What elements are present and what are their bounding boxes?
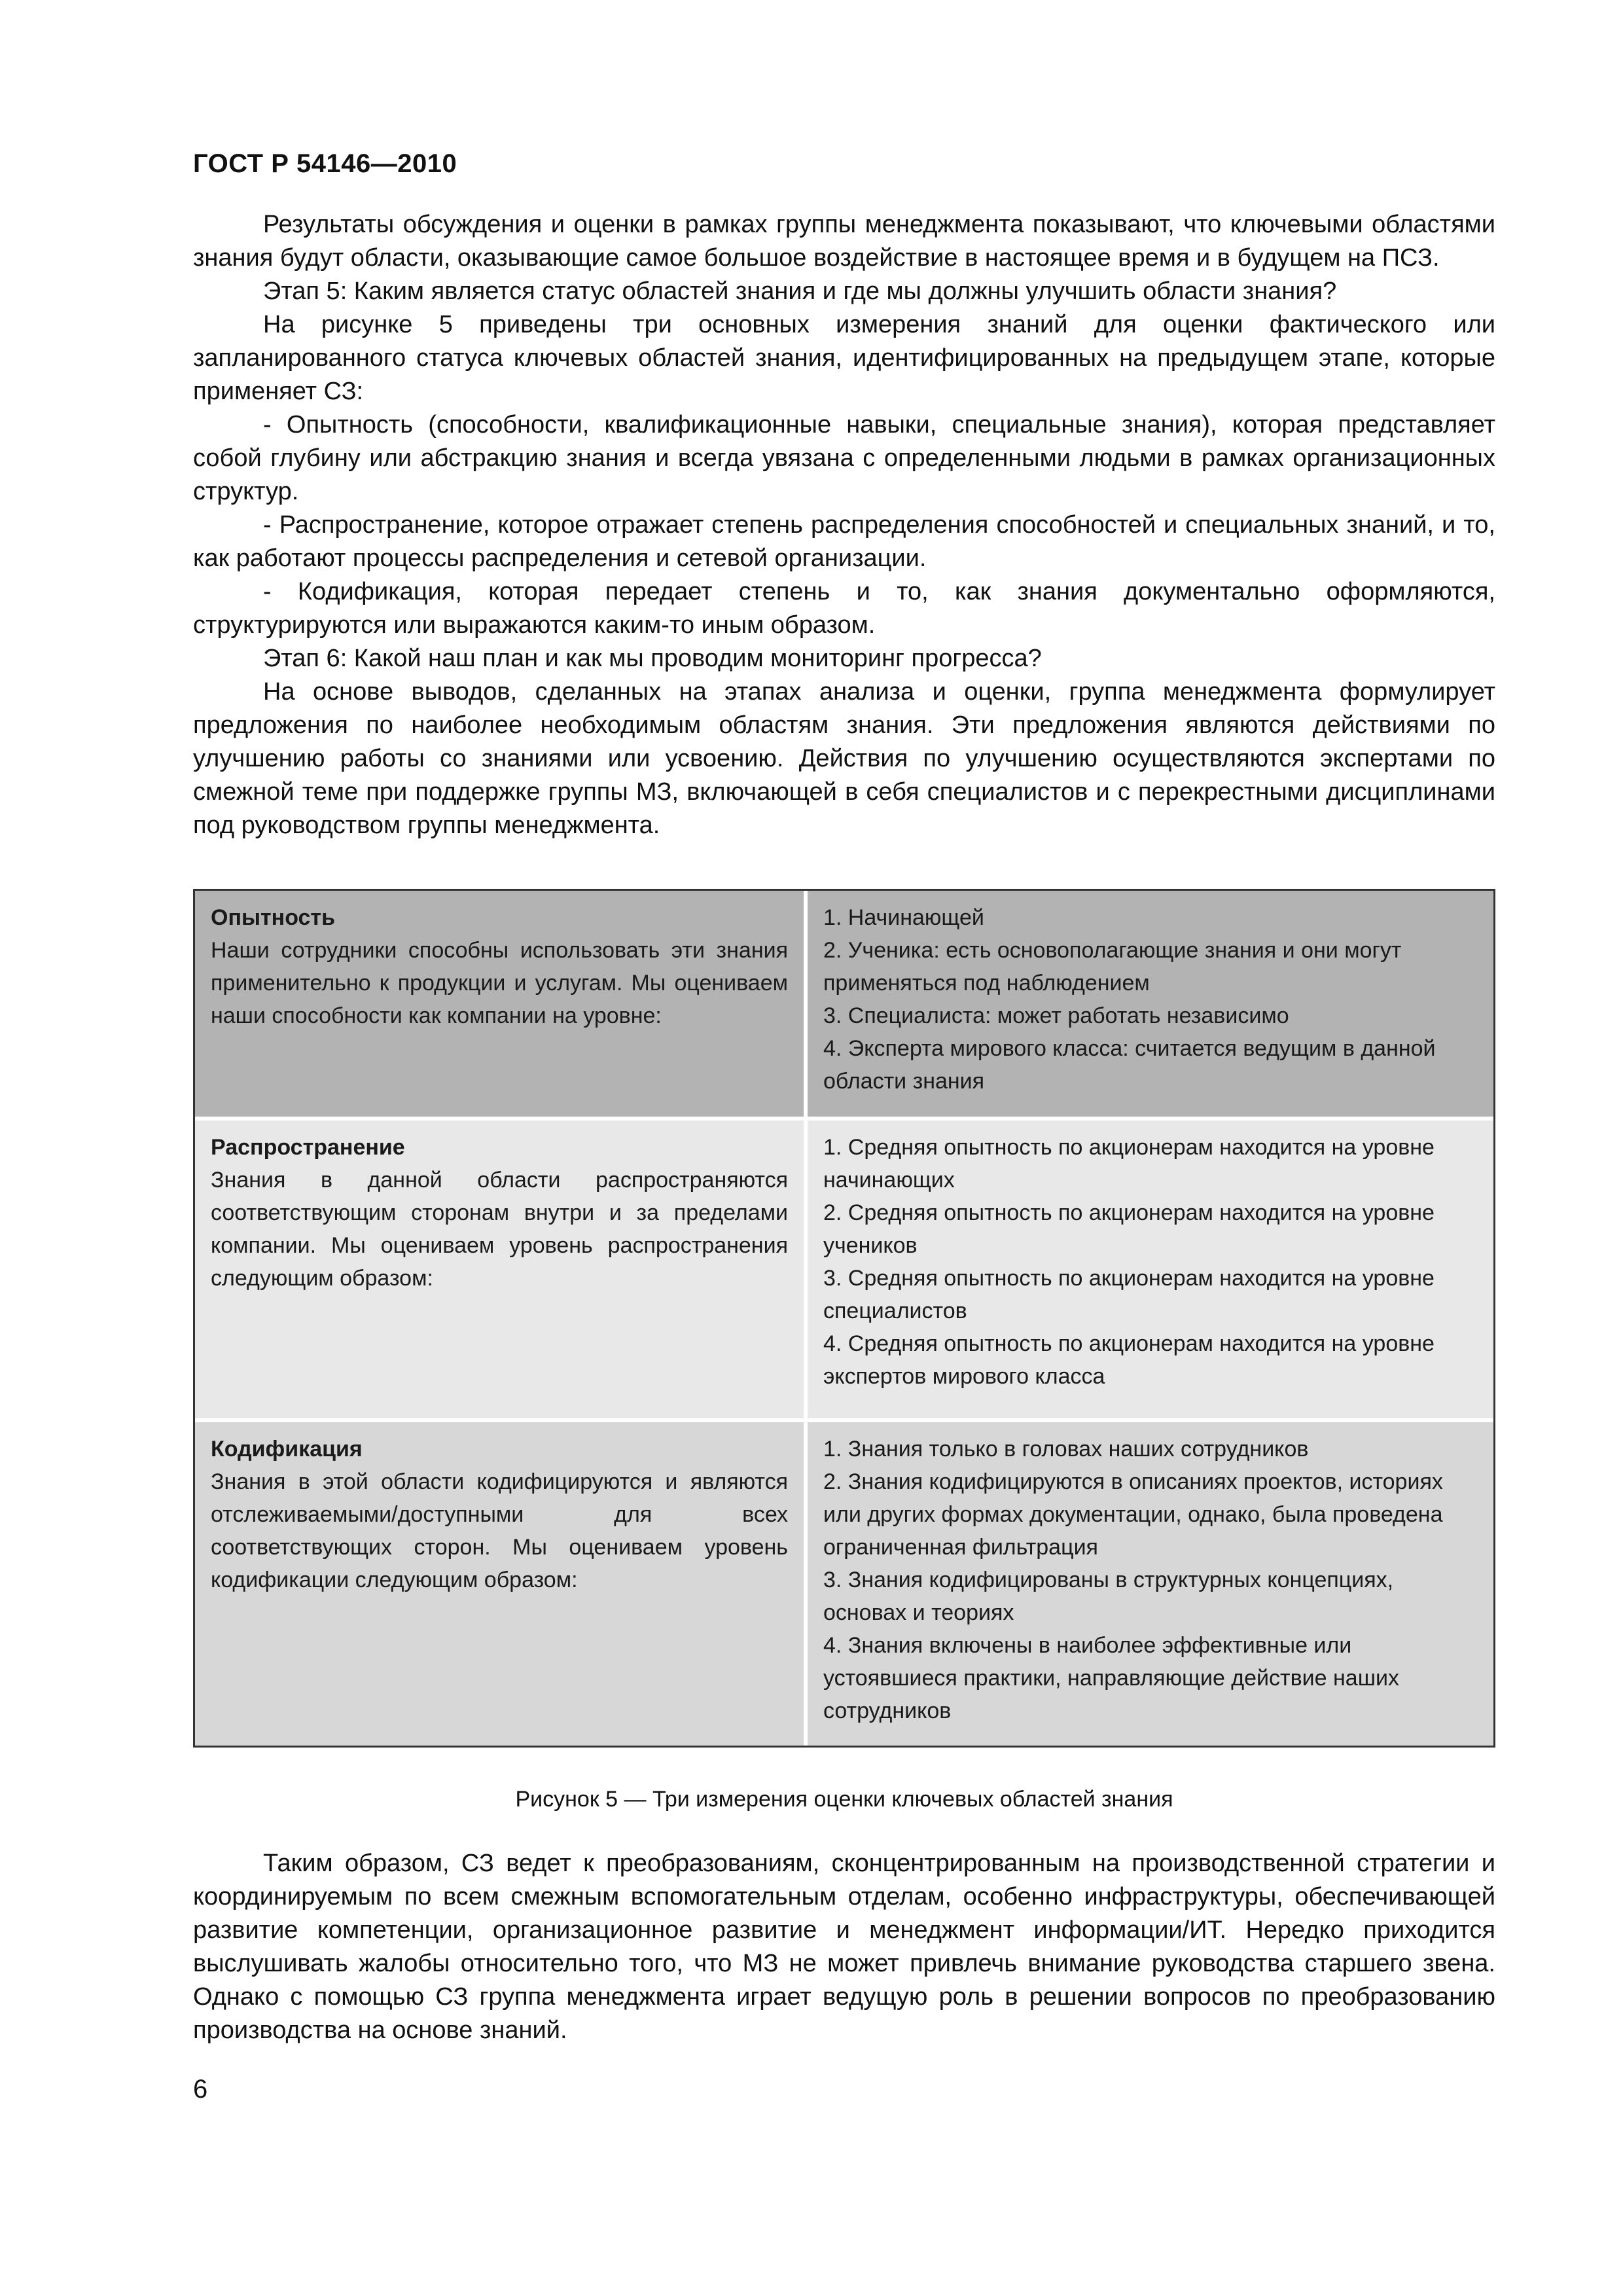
figure-5-table <box>193 889 1495 1748</box>
level-item: 3. Специалиста: может работать независимо <box>823 1003 1289 1028</box>
paragraph: Результаты обсуждения и оценки в рамках группы менеджмента показывают, что ключевыми областями знания будут области, оказывающие самое большое воздействие в настоящее время и в будущем на ПСЗ. <box>193 211 1495 272</box>
expertise-cell <box>195 891 808 1121</box>
paragraph: Этап 6: Какой наш план и как мы проводим мониторинг прогресса? <box>263 645 1042 672</box>
codification-title: Кодификация <box>211 1437 363 1462</box>
expertise-levels <box>808 891 1493 1121</box>
distribution-cell <box>195 1121 808 1422</box>
level-item: 4. Эксперта мирового класса: считается ведущим в данной области знания <box>823 1036 1436 1094</box>
codification-levels <box>808 1422 1493 1746</box>
level-item: 4. Знания включены в наиболее эффективные или устоявшиеся практики, направляющие действие наших сотрудников <box>823 1633 1399 1723</box>
expertise-description: Наши сотрудники способны использовать эти знания применительно к продукции и услугам. Мы оцениваем наши способности как компании на уровне: <box>211 938 788 1028</box>
distribution-description: Знания в данной области распространяются соответствующим сторонам внутри и за пределами компании. Мы оцениваем уровень распространения следующим образом: <box>211 1168 788 1291</box>
distribution-title: Распространение <box>211 1135 405 1160</box>
paragraph: Таким образом, СЗ ведет к преобразованиям, сконцентрированным на производственной стратегии и координируемым по всем смежным вспомогательным отделам, особенно инфраструктуры, обеспечивающей развитие компетенции, организационное развитие и менеджмент информации/ИТ. Нередко приходится выслушивать жалобы относительно того, что МЗ не может привлечь внимание руководства старшего звена. Однако с помощью СЗ группа менеджмента играет ведущую роль в решении вопросов по преобразованию производства на основе знаний. <box>193 1850 1495 2044</box>
codification-description: Знания в этой области кодифицируются и являются отслеживаемыми/доступными для всех соответствующих сторон. Мы оцениваем уровень кодификации следующим образом: <box>211 1469 788 1592</box>
level-item: 1. Средняя опытность по акционерам находится на уровне начинающих <box>823 1135 1435 1193</box>
level-item: 1. Знания только в головах наших сотрудников <box>823 1437 1309 1462</box>
paragraph: - Кодификация, которая передает степень и то, как знания документально оформляются, структурируются или выражаются каким-то иным образом. <box>193 578 1495 639</box>
level-item: 2. Знания кодифицируются в описаниях проектов, историях или других формах документации, однако, была проведена ограниченная фильтрация <box>823 1469 1443 1560</box>
paragraph: - Распространение, которое отражает степень распределения способностей и специальных знаний, и то, как работают процессы распределения и сетевой организации. <box>193 511 1495 572</box>
document-header: ГОСТ Р 54146—2010 <box>193 149 457 178</box>
figure-caption: Рисунок 5 — Три измерения оценки ключевых областей знания <box>515 1787 1173 1812</box>
paragraph: На основе выводов, сделанных на этапах анализа и оценки, группа менеджмента формулирует предложения по наиболее необходимым областям знания. Эти предложения являются действиями по улучшению работы со знаниями или усвоению. Действия по улучшению осуществляются экспертами по смежной теме при поддержке группы МЗ, включающей в себя специалистов и с перекрестными дисциплинами под руководством группы менеджмента. <box>193 678 1495 839</box>
level-item: 4. Средняя опытность по акционерам находится на уровне экспертов мирового класса <box>823 1331 1435 1389</box>
paragraph: На рисунке 5 приведены три основных измерения знаний для оценки фактического или запланированного статуса ключевых областей знания, идентифицированных на предыдущем этапе, которые применяет СЗ: <box>193 311 1495 405</box>
level-item: 2. Ученика: есть основополагающие знания и они могут применяться под наблюдением <box>823 938 1402 996</box>
level-item: 2. Средняя опытность по акционерам находится на уровне учеников <box>823 1200 1435 1258</box>
intro-text <box>193 208 1495 842</box>
level-item: 1. Начинающей <box>823 905 984 930</box>
distribution-levels <box>808 1121 1493 1422</box>
outro-text <box>193 1847 1495 2047</box>
codification-cell <box>195 1422 808 1746</box>
level-item: 3. Знания кодифицированы в структурных концепциях, основах и теориях <box>823 1568 1394 1625</box>
paragraph: Этап 5: Каким является статус областей знания и где мы должны улучшить области знания? <box>263 278 1337 305</box>
page-number: 6 <box>193 2075 208 2104</box>
level-item: 3. Средняя опытность по акционерам находится на уровне специалистов <box>823 1266 1435 1323</box>
paragraph: - Опытность (способности, квалификационные навыки, специальные знания), которая представляет собой глубину или абстракцию знания и всегда увязана с определенными людьми в рамках организационных структур. <box>193 411 1495 505</box>
expertise-title: Опытность <box>211 905 335 930</box>
